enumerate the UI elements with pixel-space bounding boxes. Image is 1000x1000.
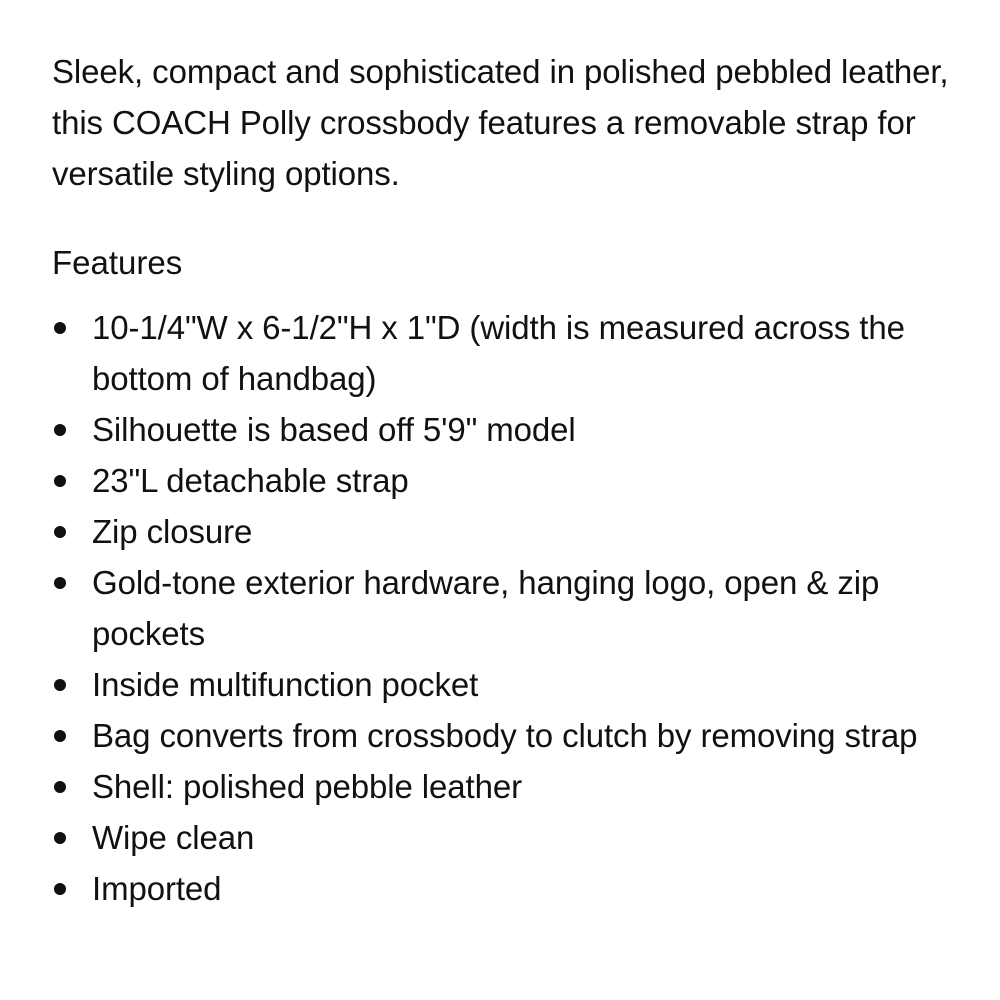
bullet-icon xyxy=(54,475,66,487)
feature-item xyxy=(52,710,972,761)
bullet-icon xyxy=(54,730,66,742)
feature-item xyxy=(52,302,972,404)
feature-item xyxy=(52,812,972,863)
feature-item xyxy=(52,761,972,812)
feature-text: Shell: polished pebble leather xyxy=(92,768,522,805)
feature-item xyxy=(52,659,972,710)
bullet-icon xyxy=(54,322,66,334)
feature-text: 23"L detachable strap xyxy=(92,462,409,499)
feature-item xyxy=(52,863,972,914)
features-heading: Features xyxy=(52,244,183,281)
feature-item xyxy=(52,455,972,506)
bullet-icon xyxy=(54,832,66,844)
bullet-icon xyxy=(54,679,66,691)
product-description xyxy=(52,46,972,914)
feature-text: Wipe clean xyxy=(92,819,255,856)
feature-text: Inside multifunction pocket xyxy=(92,666,479,703)
product-intro-text: Sleek, compact and sophisticated in polished pebbled leather, this COACH Polly crossbody features a removable strap for versatile styling options. xyxy=(52,53,949,192)
feature-text: Imported xyxy=(92,870,222,907)
bullet-icon xyxy=(54,577,66,589)
feature-item xyxy=(52,557,972,659)
features-list xyxy=(52,302,972,914)
feature-text: Gold-tone exterior hardware, hanging logo, open & zip pockets xyxy=(92,564,880,652)
feature-text: 10-1/4"W x 6-1/2"H x 1"D (width is measured across the bottom of handbag) xyxy=(92,309,905,397)
feature-text: Silhouette is based off 5'9" model xyxy=(92,411,576,448)
feature-item xyxy=(52,404,972,455)
feature-text: Bag converts from crossbody to clutch by removing strap xyxy=(92,717,918,754)
bullet-icon xyxy=(54,424,66,436)
feature-text: Zip closure xyxy=(92,513,253,550)
bullet-icon xyxy=(54,781,66,793)
feature-item xyxy=(52,506,972,557)
bullet-icon xyxy=(54,883,66,895)
bullet-icon xyxy=(54,526,66,538)
